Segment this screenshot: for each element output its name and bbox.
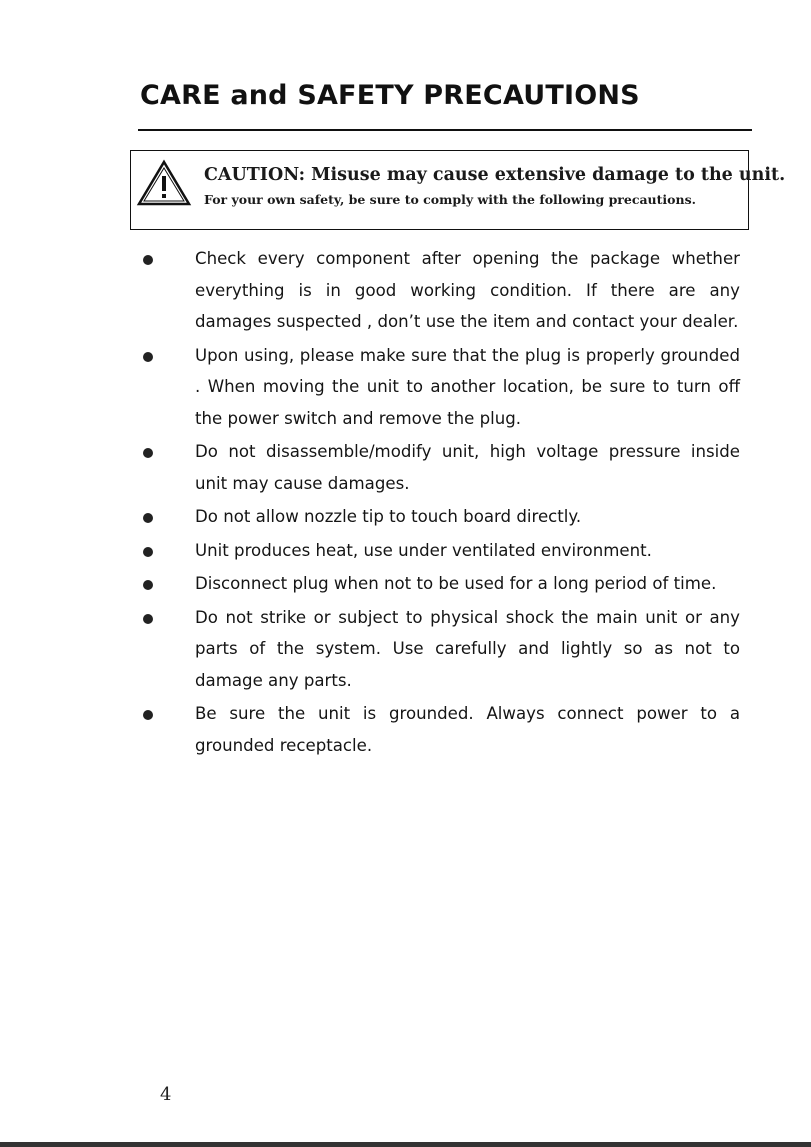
bullet-icon [143,547,153,557]
bullet-icon [143,580,153,590]
title-underline [138,129,752,131]
list-item-text: Check every component after opening the package whether everything is in good working condition. If there are any damages suspected , don’t use the item and contact your dealer. [195,249,740,331]
caution-box [130,150,786,230]
list-item-text: Do not strike or subject to physical shock the main unit or any parts of the system. Use carefully and lightly so as not to damage any parts. [195,607,740,690]
list-item [140,436,740,499]
list-item-text: Disconnect plug when not to be used for a long period of time. [195,574,717,593]
list-item-text: Upon using, please make sure that the plug is properly grounded . When moving the unit to another location, be sure to turn off the power switch and remove the plug. [195,345,740,428]
list-item [140,698,740,761]
list-item [140,602,740,697]
warning-triangle-icon [136,159,192,207]
caution-subheading: For your own safety, be sure to comply with the following precautions. [204,192,696,207]
list-item-text: Do not allow nozzle tip to touch board directly. [195,507,582,526]
page-bottom-edge [0,1142,811,1147]
bullet-icon [143,352,153,362]
precautions-list [140,243,740,763]
caution-heading: CAUTION: Misuse may cause extensive damage to the unit. [204,165,786,185]
list-item [140,340,740,435]
list-item-text: Do not disassemble/modify unit, high voltage pressure inside unit may cause damages. [195,442,740,493]
bullet-icon [143,448,153,458]
list-item [140,243,740,338]
bullet-icon [143,255,153,265]
bullet-icon [143,513,153,523]
list-item [140,501,740,533]
page-number: 4 [160,1084,172,1105]
list-item [140,568,740,600]
list-item-text: Unit produces heat, use under ventilated environment. [195,540,652,560]
page-title: CARE and SAFETY PRECAUTIONS [140,80,640,111]
bullet-icon [143,614,153,624]
list-item-text: Be sure the unit is grounded. Always connect power to a grounded receptacle. [195,704,740,755]
bullet-icon [143,710,153,720]
list-item [140,535,740,567]
